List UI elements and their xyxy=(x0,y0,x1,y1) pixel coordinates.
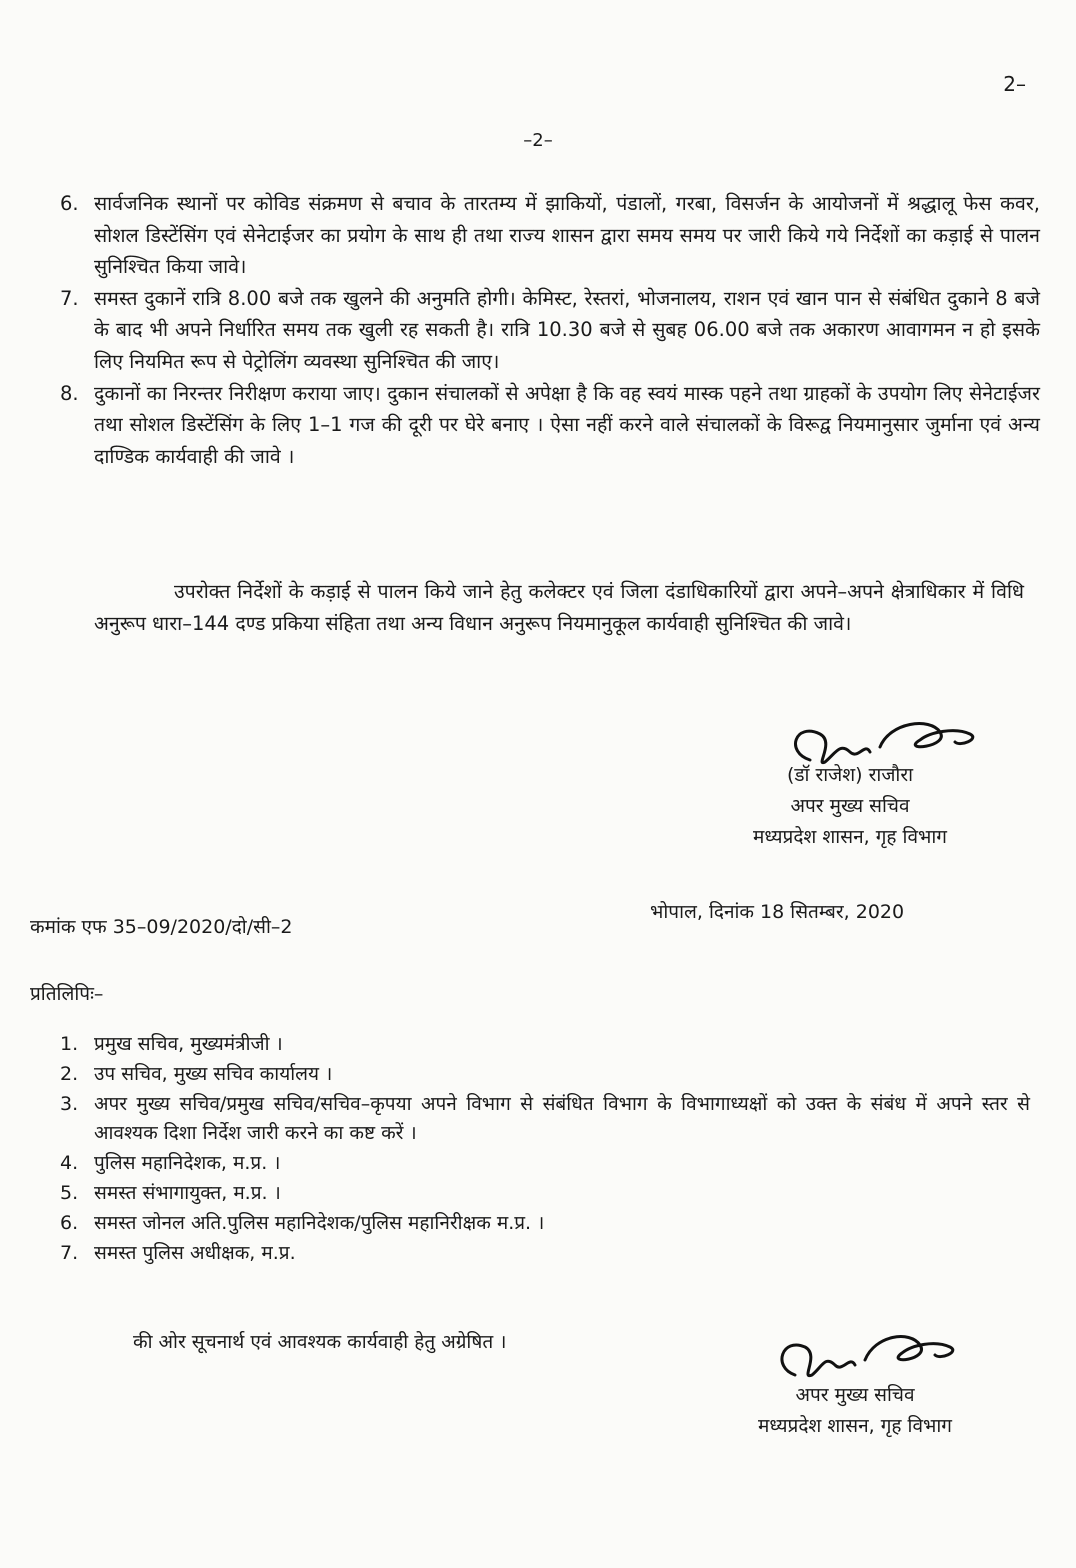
list-item xyxy=(60,1239,1030,1269)
signature-block xyxy=(700,760,1000,853)
item-number: 2. xyxy=(60,1062,79,1085)
list-item xyxy=(60,1179,1030,1209)
date-line: भोपाल, दिनांक 18 सितम्बर, 2020 xyxy=(650,901,905,923)
signatory-department: मध्यप्रदेश शासन, गृह विभाग xyxy=(753,826,947,848)
list-item xyxy=(60,188,1040,283)
page-number-corner: 2– xyxy=(1003,72,1026,96)
item-number: 8. xyxy=(60,381,79,405)
item-number: 3. xyxy=(60,1092,79,1115)
signatory2-designation: अपर मुख्य सचिव xyxy=(795,1384,915,1406)
reference-number: कमांक एफ 35–09/2020/दो/सी–2 xyxy=(30,916,293,938)
item-number: 6. xyxy=(60,192,79,215)
signature-block-2 xyxy=(690,1380,1020,1442)
signatory2-department: मध्यप्रदेश शासन, गृह विभाग xyxy=(758,1415,952,1437)
item-text: समस्त जोनल अति.पुलिस महानिदेशक/पुलिस महानिरीक्षक म.प्र. । xyxy=(94,1211,545,1234)
item-text: प्रमुख सचिव, मुख्यमंत्रीजी । xyxy=(94,1033,283,1055)
item-text: अपर मुख्य सचिव/प्रमुख सचिव/सचिव–कृपया अपने विभाग से संबंधित विभाग के विभागाध्यक्षों को उक्त के संबंध में अपने स्तर से आवश्यक दिशा निर्देश जारी करने का कष्ट करें । xyxy=(94,1092,1030,1145)
list-item xyxy=(60,1149,1030,1179)
list-item xyxy=(60,1209,1030,1239)
copy-to-list xyxy=(60,1030,1030,1268)
page-number-center: –2– xyxy=(523,130,553,151)
copy-label: प्रतिलिपिः– xyxy=(30,983,104,1005)
item-number: 7. xyxy=(60,286,79,310)
signatory-name: (डॉ राजेश) राजौरा xyxy=(786,764,914,786)
item-text: उप सचिव, मुख्य सचिव कार्यालय । xyxy=(94,1062,333,1085)
list-item xyxy=(60,1030,1030,1060)
item-text: पुलिस महानिदेशक, म.प्र. । xyxy=(94,1152,281,1175)
forward-line: की ओर सूचनार्थ एवं आवश्यक कार्यवाही हेतु अग्रेषित । xyxy=(133,1331,507,1353)
item-number: 6. xyxy=(60,1211,79,1234)
item-number: 5. xyxy=(60,1181,79,1204)
item-number: 4. xyxy=(60,1152,79,1175)
list-item xyxy=(60,1060,1030,1090)
item-number: 1. xyxy=(60,1033,79,1055)
item-text: सार्वजनिक स्थानों पर कोविड संक्रमण से बचाव के तारतम्य में झाकियों, पंडालों, गरबा, विसर्जन के आयोजनों में श्रद्धालू फेस कवर, सोशल डिस्टेंसिंग एवं सेनेटाईजर का प्रयोग के साथ ही तथा राज्य शासन द्वारा समय समय पर जारी किये गये निर्देशों का कड़ाई से पालन सुनिश्चित किया जावे। xyxy=(94,192,1040,279)
list-item xyxy=(60,1090,1030,1150)
closing-paragraph: उपरोक्त निर्देशों के कड़ाई से पालन किये जाने हेतु कलेक्टर एवं जिला दंडाधिकारियों द्वारा अपने–अपने क्षेत्राधिकार में विधि अनुरूप धारा–144 दण्ड प्रकिया संहिता तथा अन्य विधान अनुरूप नियमानुकूल कार्यवाही सुनिश्चित की जावे। xyxy=(94,580,1024,635)
item-text: समस्त दुकानें रात्रि 8.00 बजे तक खुलने की अनुमति होगी। केमिस्ट, रेस्तरां, भोजनालय, राशन एवं खान पान से संबंधित दुकाने 8 बजे के बाद भी अपने निर्धारित समय तक खुली रह सकती है। रात्रि 10.30 बजे से सुबह 06.00 बजे तक अकारण आवागमन न हो इसके लिए नियमित रूप से पेट्रोलिंग व्यवस्था सुनिश्चित की जाए। xyxy=(94,286,1040,373)
signatory-designation: अपर मुख्य सचिव xyxy=(790,795,910,817)
directives-list xyxy=(60,188,1040,472)
item-number: 7. xyxy=(60,1241,79,1264)
item-text: दुकानों का निरन्तर निरीक्षण कराया जाए। दुकान संचालकों से अपेक्षा है कि वह स्वयं मास्क पहने तथा ग्राहकों के उपयोग लिए सेनेटाईजर तथा सोशल डिस्टेंसिंग के लिए 1–1 गज की दूरी पर घेरे बनाए । ऐसा नहीं करने वाले संचालकों के विरूद्व नियमानुसार जुर्माना एवं अन्य दाण्डिक कार्यवाही की जावे । xyxy=(94,381,1040,468)
list-item xyxy=(60,378,1040,473)
item-text: समस्त पुलिस अधीक्षक, म.प्र. xyxy=(94,1241,296,1264)
list-item xyxy=(60,283,1040,378)
item-text: समस्त संभागायुक्त, म.प्र. । xyxy=(94,1181,281,1204)
